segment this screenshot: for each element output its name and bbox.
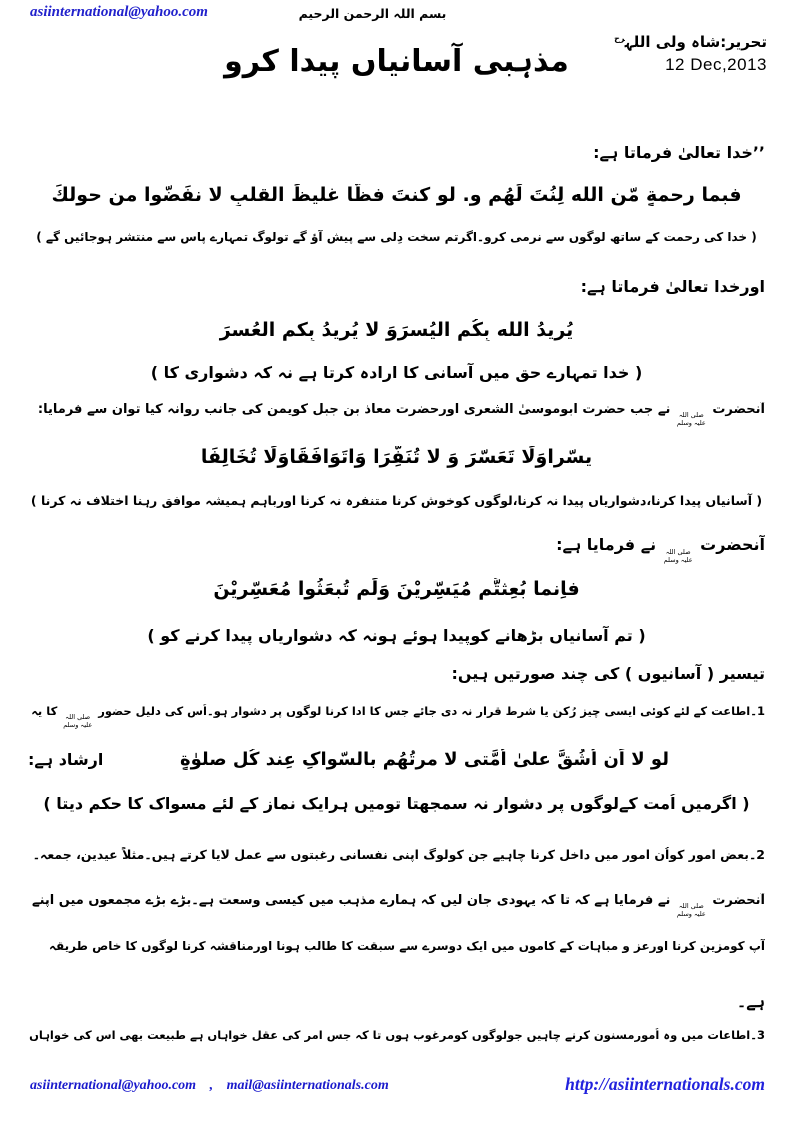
point2-line4: ہے۔ (736, 992, 765, 1011)
pbuh-icon: صلی اللہ علیہ وسلم (63, 713, 93, 729)
point2-line2: آنحضرت صلی اللہ علیہ وسلم نے فرمایا ہے کہ تا کہ یہودی جان لیں کہ ہمارے مذہب میں کیسی وسعت ہے۔بڑے بڑے مجمعوں میں اپنے (31, 893, 765, 918)
point1-line1: 1۔اطاعت کے لئے کوئی ایسی چیز رُکن یا شرط قرار نہ دی جائے جس کا ادا کرنا لوگوں پر دشوار ہو۔اُس کی دلیل حضور صلی اللہ علیہ وسلم کا یہ (31, 704, 765, 729)
page-title: مذہبی آسانیاں پیدا کرو (224, 44, 569, 79)
bismillah-text: بسم اللہ الرحمن الرحیم (298, 6, 447, 21)
footer-email-link-1[interactable]: asiinternational@yahoo.com (30, 1078, 197, 1093)
rahmatullah-sup: رح (614, 34, 625, 43)
footer-separator: , (209, 1078, 214, 1093)
hadith-intro-1: آنحضرت صلی اللہ علیہ وسلم نے جب حضرت ابوموسیٰ الشعری اورحضرت معاذ بن جبل کویمن کی جانب روانہ کیا توان سے فرمایا: (37, 402, 765, 427)
quran-translation-2: ( خدا تمہارے حق میں آسانی کا ارادہ کرتا ہے نہ کہ دشواری کا ) (150, 363, 643, 382)
point3-line1: 3۔اطاعات میں وہ اُمورمسنون کرنے چاہیں جولوگوں کومرغوب ہوں تا کہ جس امر کی عقل خواہاں ہے طبیعت بھی اس کی خواہاں (29, 1028, 765, 1042)
point1-translation: ( اگرمیں اُمت کےلوگوں پر دشوار نہ سمجھتا تومیں ہرایک نماز کے لئے مسواک کا حکم دیتا ) (43, 794, 750, 813)
intro-allah-says-2: اورخدا تعالیٰ فرماتا ہے: (580, 277, 765, 296)
footer-email-link-2[interactable]: mail@asiinternationals.com (226, 1078, 389, 1093)
quran-translation-1: ( خدا کی رحمت کے ساتھ لوگوں سے نرمی کرو۔اگرتم سخت دِلی سے پیش آؤ گے تولوگ تمہارے پاس سے منتشر ہوجائیں گے ) (36, 230, 757, 244)
pbuh-icon: صلی اللہ علیہ وسلم (663, 548, 693, 564)
pbuh-icon: صلی اللہ علیہ وسلم (676, 411, 706, 427)
point2-line3: آپ کومزین کرنا اورعز و مباہات کے کاموں میں ایک دوسرے سے سبقت کا طالب ہونا اورمناقشہ کرنا لوگوں کا خاص طریقہ (48, 939, 765, 953)
hadith-translation-1: ( آسانیاں پیدا کرنا،دشواریاں پیدا نہ کرنا،لوگوں کوخوش کرنا متنفرہ نہ کرنا اورباہم ہمیشہ موافق رہنا اختلاف نہ کرنا ) (30, 493, 763, 508)
hadith-arabic-1: يسّراوَلَا تَعَسّرَ وَ لا تُنَفِّرَا وَاتَوَافَقَاوَلَا تُخَالِفَا (200, 446, 593, 468)
hadith-translation-2: ( تم آسانیاں بڑھانے کوپیدا ہوئے ہونہ کہ دشواریاں پیدا کرنے کو ) (147, 626, 646, 645)
header-email-link[interactable]: asiinternational@yahoo.com (30, 4, 208, 20)
intro-allah-says-1: ’’خدا تعالیٰ فرماتا ہے: (593, 143, 765, 162)
hadith-arabic-3: لو لا اَن اُشُقَّ علیٰ اُمَّتی لا مرتُهُم بالسّواکِ عِند کُل صلوٰةٍ (180, 749, 669, 770)
point1-label: ارشاد ہے: (28, 750, 104, 769)
pbuh-icon: صلی اللہ علیہ وسلم (676, 902, 706, 918)
quran-verse-2: يُريدُ الله بِكُم اليُسرَوَ لا يُريدُ بِكم العُسرَ (219, 319, 574, 341)
taysir-heading: تیسیر ( آسانیوں ) کی چند صورتیں ہیں: (451, 664, 765, 683)
footer-emails (30, 1078, 389, 1094)
hadith-arabic-2: فاِنما بُعِثتُّم مُيَسِّرِيْنَ وَلَم تُبعَثُوا مُعَسِّرِيْنَ (213, 578, 580, 600)
point1-line2 (28, 749, 793, 770)
point2-line1: 2۔بعض امور کواُن امور میں داخل کرنا چاہیے جن کولوگ اپنی نفسانی رغبتوں سے عمل لایا کرتے ہیں۔مثلاً عیدین، جمعہ۔ (32, 847, 765, 862)
hadith-intro-2: آنحضرت صلی اللہ علیہ وسلم نے فرمایا ہے: (556, 535, 765, 564)
quran-verse-1: فبما رحمةٍ مّن الله لِنُتَ لَهُم و. لو كنتَ فظًّا غليظَ القلبِ لا نفَضّوا من حولكَ (51, 184, 742, 206)
byline-text: تحریر:شاہ ولی اللہ (624, 33, 767, 51)
footer-website-link[interactable]: http://asiinternationals.com (565, 1074, 765, 1094)
date-text: 12 Dec,2013 (665, 55, 767, 74)
